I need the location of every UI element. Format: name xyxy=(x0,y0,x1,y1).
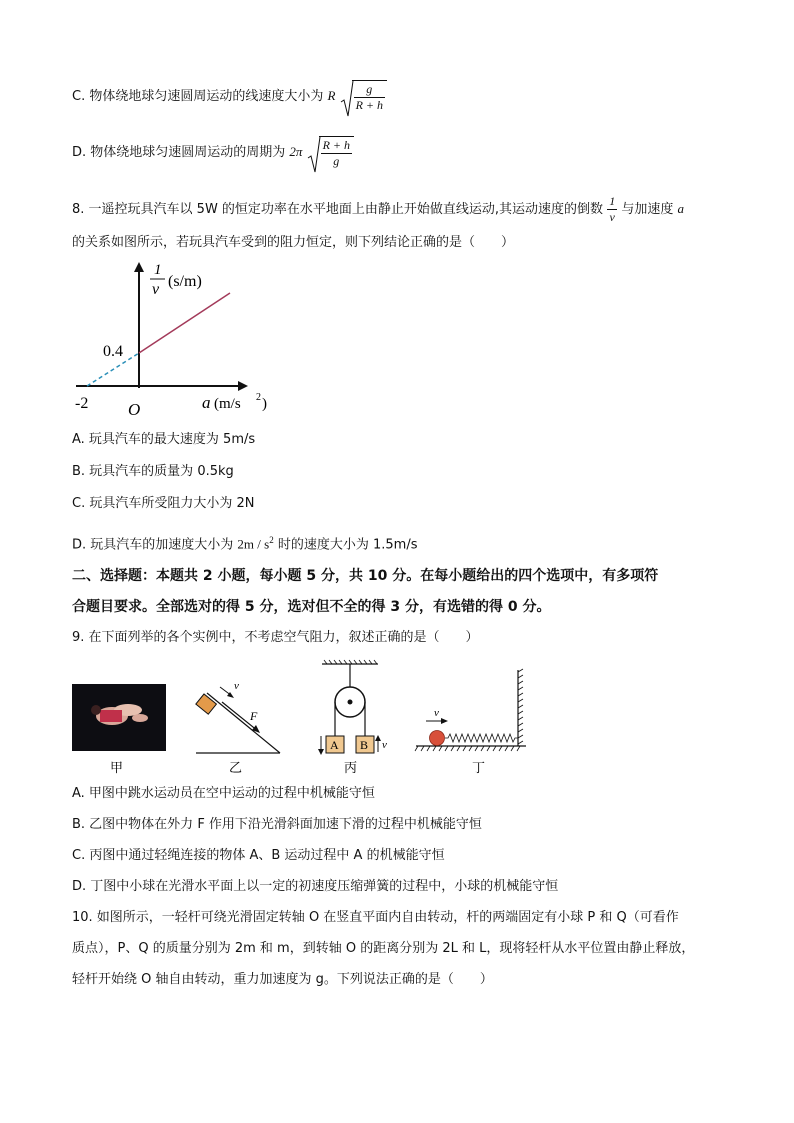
fig-caption-jia: 甲 xyxy=(110,760,124,775)
q7-option-c-den: R + h xyxy=(355,98,384,112)
q7-option-d-coef: 2π xyxy=(289,144,303,159)
q7-option-c xyxy=(72,80,387,113)
q9-option-a: A. 甲图中跳水运动员在空中运动的过程中机械能守恒 xyxy=(72,786,375,801)
q10-line1: 10. 如图所示，一轻杆可绕光滑固定转轴 O 在竖直平面内自由转动，杆的两端固定有小球 P 和 Q（可看作 xyxy=(72,910,679,925)
fig-bing-B: B xyxy=(360,738,369,752)
q8-stem-1b: 与加速度 xyxy=(621,202,674,217)
q7-option-c-num: g xyxy=(354,82,385,98)
q9-stem: 9. 在下面列举的各个实例中，不考虑空气阻力，叙述正确的是（ ） xyxy=(72,630,479,645)
q8-stem-frac xyxy=(607,194,617,225)
q7-option-d xyxy=(72,136,354,169)
q7-option-d-den: g xyxy=(333,154,340,168)
q8-y-intercept: 0.4 xyxy=(103,343,123,360)
q8-option-d-c: 时的速度大小为 1.5m/s xyxy=(277,537,418,553)
q8-stem-frac-num: 1 xyxy=(609,194,616,208)
q9-figures xyxy=(70,658,530,776)
section2-line1: 二、选择题：本题共 2 小题，每小题 5 分，共 10 分。在每小题给出的四个选项中，有多项符 xyxy=(72,568,659,584)
q7-option-c-text: C. 物体绕地球匀速圆周运动的线速度大小为 xyxy=(72,89,324,104)
fig-bing-v: v xyxy=(382,739,387,751)
q8-option-d-sup: 2 xyxy=(269,535,274,545)
q8-stem-1c: a xyxy=(677,201,684,216)
q7-option-c-sqrt xyxy=(340,80,387,113)
fig-yi-v: v xyxy=(234,680,239,692)
q10-line3: 轻杆开始绕 O 轴自由转动，重力加速度为 g。下列说法正确的是（ ） xyxy=(72,972,493,987)
q8-x-unit-close: ) xyxy=(262,396,267,412)
q8-y-label-num: 1 xyxy=(154,262,162,278)
section2-line2: 合题目要求。全部选对的得 5 分，选对但不全的得 3 分，有选错的得 0 分。 xyxy=(72,599,551,615)
q8-data-line xyxy=(139,293,230,353)
q8-x-unit-sup: 2 xyxy=(256,392,261,403)
q8-y-unit: (s/m) xyxy=(168,273,202,290)
q8-x-axis-arrow xyxy=(238,381,248,391)
q7-option-d-sqrt xyxy=(307,136,354,169)
q7-option-d-num: R + h xyxy=(322,138,351,152)
q8-x-intercept: -2 xyxy=(75,395,89,412)
q7-option-c-R: R xyxy=(327,88,336,103)
fig-caption-yi: 乙 xyxy=(229,760,243,775)
q8-option-b: B. 玩具汽车的质量为 0.5kg xyxy=(72,464,234,479)
fig-caption-ding: 丁 xyxy=(472,760,486,775)
q8-x-unit: (m/s xyxy=(214,396,241,412)
q8-origin: O xyxy=(128,400,141,419)
q9-option-c: C. 丙图中通过轻绳连接的物体 A、B 运动过程中 A 的机械能守恒 xyxy=(72,848,445,863)
q8-option-c: C. 玩具汽车所受阻力大小为 2N xyxy=(72,496,255,511)
q8-stem-frac-den: v xyxy=(609,210,615,224)
fig-ding-spring xyxy=(415,669,526,751)
q8-y-axis-arrow xyxy=(134,262,144,272)
q8-graph xyxy=(70,258,280,423)
fig-yi-F: F xyxy=(250,709,258,723)
q8-option-d xyxy=(72,530,417,555)
fig-caption-bing: 丙 xyxy=(344,760,358,775)
q9-option-b: B. 乙图中物体在外力 F 作用下沿光滑斜面加速下滑的过程中机械能守恒 xyxy=(72,817,482,832)
q8-option-a: A. 玩具汽车的最大速度为 5m/s xyxy=(72,432,256,447)
fig-yi-incline xyxy=(196,680,280,753)
q8-stem-line2 xyxy=(72,233,514,253)
q7-option-d-text: D. 物体绕地球匀速圆周运动的周期为 xyxy=(72,145,286,160)
q8-stem-1a: 8. 一遥控玩具汽车以 5W 的恒定功率在水平地面上由静止开始做直线运动,其运动速度的倒数 xyxy=(72,202,604,217)
fig-bing-pulley xyxy=(318,660,387,755)
q8-option-d-unit: 2m / s xyxy=(237,536,270,552)
fig-ding-v: v xyxy=(434,707,439,719)
q8-option-d-a: D. 玩具汽车的加速度大小为 xyxy=(72,537,234,553)
q8-y-label-den: v xyxy=(152,281,160,298)
q8-stem-line1 xyxy=(72,194,684,225)
q8-stem-2: 的关系如图所示，若玩具汽车受到的阻力恒定，则下列结论正确的是（ ） xyxy=(72,235,515,250)
q9-option-d: D. 丁图中小球在光滑水平面上以一定的初速度压缩弹簧的过程中，小球的机械能守恒 xyxy=(72,879,559,894)
q8-x-label: a xyxy=(202,393,211,412)
fig-bing-A: A xyxy=(330,738,339,752)
q10-line2: 质点），P、Q 的质量分别为 2m 和 m，到转轴 O 的距离分别为 2L 和 L，现将轻杆从水平位置由静止释放， xyxy=(72,941,695,956)
fig-jia-photo xyxy=(72,684,166,751)
